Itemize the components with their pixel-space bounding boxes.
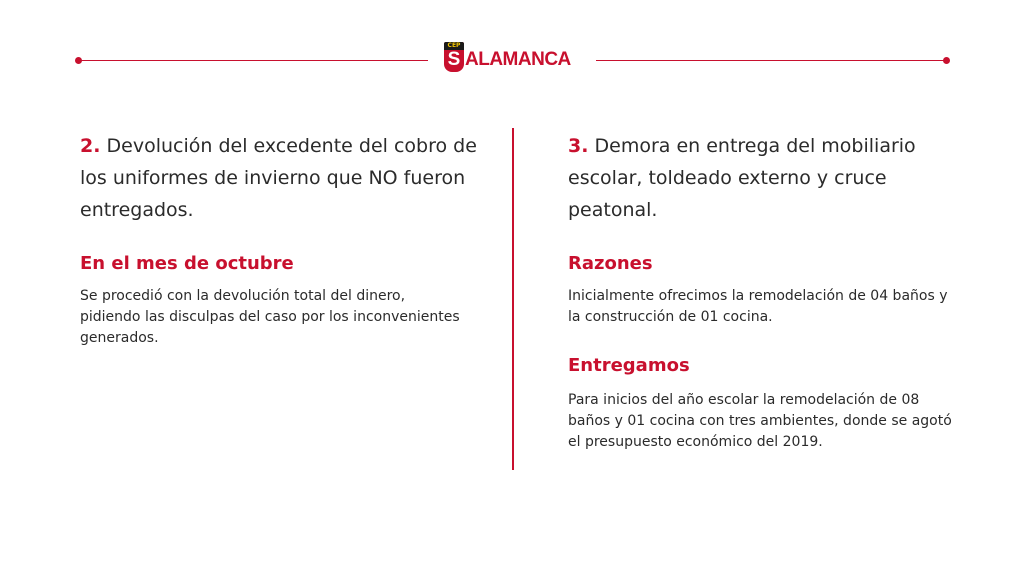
header-line-right — [596, 60, 946, 61]
right-title — [568, 130, 968, 226]
left-item-number: 2. — [80, 135, 101, 157]
header-line-left — [78, 60, 428, 61]
logo-badge-text: CEP — [444, 42, 464, 50]
logo-shield-letter: S — [447, 49, 461, 70]
left-title — [80, 130, 480, 226]
right-column — [568, 128, 968, 450]
right-subheading-delivered: Entregamos — [568, 355, 690, 376]
column-divider — [512, 128, 514, 470]
right-body-reasons: Inicialmente ofrecimos la remodelación de 04 baños y la construcción de 01 cocina. — [568, 288, 948, 325]
page-header — [0, 40, 1024, 80]
header-line-dot-right — [943, 57, 950, 64]
right-subheading-reasons: Razones — [568, 253, 653, 274]
right-body-delivered: Para inicios del año escolar la remodelación de 08 baños y 01 cocina con tres ambientes, donde se agotó el presupuesto económico del 2019. — [568, 392, 952, 450]
left-body-text: Se procedió con la devolución total del dinero, pidiendo las disculpas del caso por los inconvenientes generados. — [80, 288, 460, 346]
left-subheading: En el mes de octubre — [80, 253, 294, 274]
left-title-text: Devolución del excedente del cobro de los uniformes de invierno que NO fueron entregados. — [80, 135, 477, 221]
right-title-text: Demora en entrega del mobiliario escolar, toldeado externo y cruce peatonal. — [568, 135, 916, 221]
right-item-number: 3. — [568, 135, 589, 157]
logo-wordmark: ALAMANCA — [465, 49, 571, 70]
left-column — [80, 128, 480, 346]
logo-shield-icon — [444, 42, 464, 72]
